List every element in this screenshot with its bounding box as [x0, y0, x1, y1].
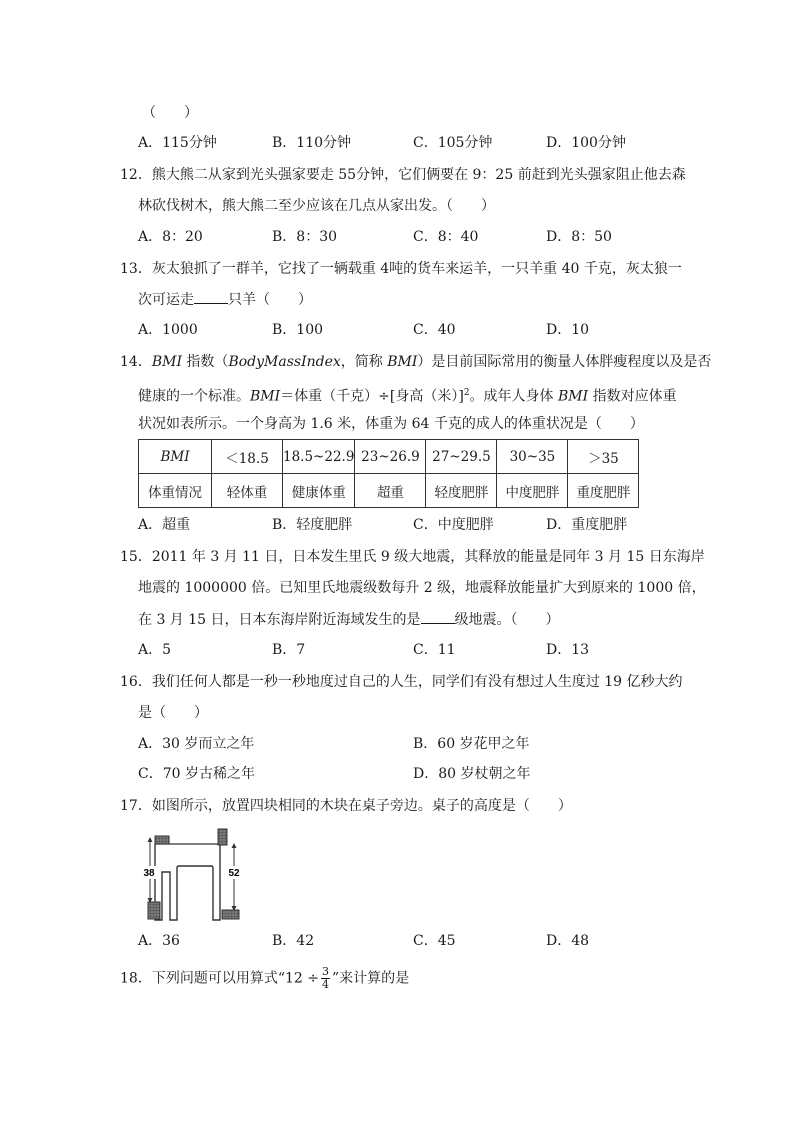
- q13-text-line2: [138, 289, 312, 310]
- q14-text-seg: 。成年人身体: [469, 388, 558, 405]
- q16-text-line1: 16．我们任何人都是一秒一秒地度过自己的人生，同学们有没有想过人生度过 19 亿秒大约: [120, 674, 683, 690]
- q14-number: 14．: [120, 354, 152, 370]
- q16-option-d[interactable]: D．80 岁杖朝之年: [413, 766, 531, 782]
- fraction: [321, 966, 330, 991]
- q11-option-a[interactable]: A．115分钟: [138, 135, 217, 151]
- q14-option-b[interactable]: B．轻度肥胖: [272, 517, 353, 533]
- q17-text-line1: 17．如图所示，放置四块相同的木块在桌子旁边。桌子的高度是（ ）: [120, 798, 572, 814]
- q13-blank: [194, 289, 228, 304]
- q15-text-line3: [138, 609, 560, 630]
- q16-option-c[interactable]: C．70 岁古稀之年: [138, 766, 255, 782]
- q12-text-line2: 林砍伐树木，熊大熊二至少应该在几点从家出发。（ ）: [138, 198, 495, 214]
- q17-option-d[interactable]: D．48: [546, 933, 590, 949]
- table-cell: 23~26.9: [355, 440, 426, 474]
- q15-text-line2: 地震的 1000000 倍。已知里氏地震级数每升 2 级，地震释放能量扩大到原来的 1000 倍，: [138, 580, 706, 596]
- q14-text-seg: 健康的一个标准。: [138, 388, 250, 405]
- q17-option-a[interactable]: A．36: [138, 933, 180, 949]
- q13-option-b[interactable]: B．100: [272, 322, 324, 338]
- q12-option-a[interactable]: A．8：20: [138, 229, 203, 245]
- q14-text-seg: ）是目前国际常用的衡量人体胖瘦程度以及是否: [417, 354, 712, 370]
- dimension-label-left: 38: [143, 868, 155, 879]
- q17-option-b[interactable]: B．42: [272, 933, 315, 949]
- dimension-label-right: 52: [228, 868, 240, 879]
- q16-option-a[interactable]: A．30 岁而立之年: [138, 736, 255, 752]
- table-cell: 体重情况: [139, 474, 212, 508]
- q13-option-a[interactable]: A．1000: [138, 322, 198, 338]
- q12-option-d[interactable]: D．8：50: [546, 229, 612, 245]
- arrow-up-icon: [232, 843, 237, 848]
- q15-blank: [421, 609, 455, 624]
- table-cell: ＜18.5: [212, 440, 283, 474]
- q11-option-d[interactable]: D．100分钟: [546, 135, 626, 151]
- table-cell: BMI: [139, 440, 212, 474]
- table-cell: 超重: [355, 474, 426, 508]
- bmi-term: BMI: [558, 388, 589, 405]
- bmi-table: [138, 439, 639, 508]
- bmi-full-name: BodyMassIndex: [228, 354, 341, 370]
- bmi-term: BMI: [151, 354, 182, 370]
- q14-text-line3: 状况如表所示。一个身高为 1.6 米，体重为 64 千克的成人的体重状况是（ ）: [138, 416, 644, 432]
- q15-option-d[interactable]: D．13: [546, 642, 590, 658]
- q14-text-seg: 指数对应体重: [588, 388, 677, 405]
- q14-option-c[interactable]: C．中度肥胖: [413, 517, 494, 533]
- q18-text-line1: [120, 966, 409, 991]
- q13-option-d[interactable]: D．10: [546, 322, 590, 338]
- q13-text-part1: 次可运走: [138, 292, 194, 308]
- q12-option-c[interactable]: C．8：40: [413, 229, 479, 245]
- table-blocks-figure: [137, 828, 245, 922]
- q14-text-seg: ，简称: [340, 354, 388, 370]
- table-cell: ＞35: [568, 440, 639, 474]
- bmi-term: BMI: [387, 354, 418, 370]
- q15-option-c[interactable]: C．11: [413, 642, 456, 658]
- q14-text-line2: [138, 383, 677, 407]
- bmi-term: BMI: [250, 388, 281, 405]
- q14-text-line1: [120, 352, 711, 372]
- q15-option-a[interactable]: A．5: [138, 642, 172, 658]
- bmi-table-row: [139, 474, 639, 508]
- table-cell: 重度肥胖: [568, 474, 639, 508]
- q13-text-line1: 13．灰太狼抓了一群羊，它找了一辆载重 4吨的货车来运羊，一只羊重 40 千克，灰太狼一: [120, 261, 682, 277]
- arrow-up-icon: [148, 837, 153, 842]
- q17-option-c[interactable]: C．45: [413, 933, 456, 949]
- wood-block: [222, 910, 239, 919]
- table-cell: 健康体重: [283, 474, 355, 508]
- wood-block: [148, 902, 160, 919]
- table-outline: [155, 844, 220, 920]
- q16-text-line2: 是（ ）: [138, 705, 208, 721]
- q15-text-line1: 15．2011 年 3 月 11 日，日本发生里氏 9 级大地震，其释放的能量是同年 3 月 15 日东海岸: [120, 549, 705, 565]
- table-cell: 中度肥胖: [497, 474, 568, 508]
- q15-text-part1: 在 3 月 15 日，日本东海岸附近海域发生的是: [138, 612, 421, 628]
- q14-text-seg: 指数（: [181, 354, 229, 370]
- wood-block: [155, 836, 169, 844]
- q15-option-b[interactable]: B．7: [272, 642, 306, 658]
- q11-answer-paren: （ ）: [142, 105, 198, 121]
- q12-text-line1: 12．熊大熊二从家到光头强家要走 55分钟，它们俩要在 9：25 前赶到光头强家阻止他去森: [120, 167, 686, 183]
- table-cell: 30~35: [497, 440, 568, 474]
- q11-option-b[interactable]: B．110分钟: [272, 135, 352, 151]
- wood-block: [218, 829, 227, 845]
- fraction-numerator: 3: [321, 965, 329, 978]
- q13-text-part2: 只羊（ ）: [228, 292, 312, 308]
- q18-text-suffix: ”来计算的是: [331, 970, 410, 987]
- q11-option-c[interactable]: C．105分钟: [413, 135, 493, 151]
- table-cell: 18.5~22.9: [283, 440, 355, 474]
- q18-text-prefix: 18．下列问题可以用算式“12 ÷: [120, 970, 319, 987]
- q14-option-d[interactable]: D．重度肥胖: [546, 517, 628, 533]
- q13-option-c[interactable]: C．40: [413, 322, 456, 338]
- q12-option-b[interactable]: B．8：30: [272, 229, 338, 245]
- bmi-formula: ＝体重（千克）÷[身高（米）]: [280, 388, 464, 405]
- table-cell: 27~29.5: [426, 440, 497, 474]
- table-cell: 轻度肥胖: [426, 474, 497, 508]
- formula-exponent: 2: [463, 388, 470, 398]
- bmi-table-header-row: [139, 440, 639, 474]
- q14-option-a[interactable]: A．超重: [138, 517, 191, 533]
- q16-option-b[interactable]: B．60 岁花甲之年: [413, 736, 530, 752]
- fraction-denominator: 4: [321, 978, 329, 991]
- table-cell: 轻体重: [212, 474, 283, 508]
- q15-text-part2: 级地震。（ ）: [454, 612, 560, 628]
